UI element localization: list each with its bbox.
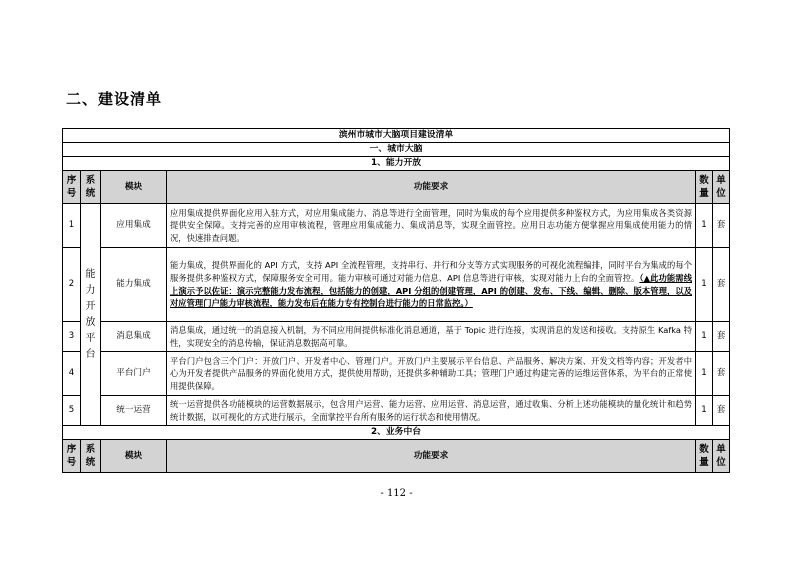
row-no: 5 [63, 396, 81, 426]
header-unit: 单位 [713, 440, 730, 473]
row-unit: 套 [713, 396, 730, 426]
row-no: 3 [63, 322, 81, 352]
section-heading: 二、建设清单 [66, 90, 163, 108]
table-header-row [63, 171, 730, 204]
header-module: 模块 [101, 171, 167, 204]
row-requirement [167, 322, 696, 352]
table-subsection-title: 1、能力开放 [63, 157, 730, 171]
header-no: 序号 [63, 440, 81, 473]
header-unit: 单位 [713, 171, 730, 204]
requirement-text: 统一运营提供各功能模块的运营数据展示，包含用户运营、能力运营、应用运营、消息运营，通过收集、分析上述功能模块的量化统计和趋势统计数据，以可视化的方式进行展示，全面掌控平台所有服务的运行状态和使用情况。 [170, 398, 692, 422]
row-requirement [167, 352, 696, 396]
header-no: 序号 [63, 171, 81, 204]
row-unit: 套 [713, 322, 730, 352]
construction-list-table [62, 128, 730, 473]
header-qty: 数量 [696, 440, 713, 473]
row-qty: 1 [696, 248, 713, 322]
header-system: 系统 [81, 171, 101, 204]
row-no: 1 [63, 204, 81, 248]
table-row [63, 352, 730, 396]
header-module: 模块 [101, 440, 167, 473]
row-module: 消息集成 [101, 322, 167, 352]
row-module: 能力集成 [101, 248, 167, 322]
row-unit: 套 [713, 204, 730, 248]
row-unit: 套 [713, 248, 730, 322]
row-module: 平台门户 [101, 352, 167, 396]
row-no: 4 [63, 352, 81, 396]
row-qty: 1 [696, 352, 713, 396]
header-system: 系统 [81, 440, 101, 473]
row-requirement [167, 396, 696, 426]
table-row [63, 396, 730, 426]
requirement-text: 消息集成，通过统一的消息接入机制，为不同应用间提供标准化消息通道，基于 Topic 进行连接，实现消息的发送和接收。支持原生 Kafka 特性，实现安全的消息传输，保证消息数据高可靠。 [170, 324, 692, 348]
requirement-text: 应用集成提供界面化应用入驻方式，对应用集成能力、消息等进行全面管理，同时为集成的每个应用提供多种鉴权方式，为应用集成各类资源提供安全保障。支持完善的应用审核流程，管理应用集成能力、集成消息等，实现全面管控。应用日志功能方便掌握应用集成使用能力的情况，快速排查问题。 [170, 207, 692, 243]
row-module: 应用集成 [101, 204, 167, 248]
requirement-text: 平台门户包含三个门户：开放门户、开发者中心、管理门户。开放门户主要展示平台信息、产品服务、解决方案、开发文档等内容；开发者中心为开发者提供产品服务的界面化使用方式，提供使用帮助，还提供多种辅助工具；管理门户通过构建完善的运维运营体系，为平台的正常使用提供保障。 [170, 355, 692, 391]
requirement-text: 能力集成，提供界面化的 API 方式，支持 API 全流程管理，支持串行、并行和分支等方式实现服务的可视化流程编排，同时平台为集成的每个服务提供多种鉴权方式，保障服务安全可用。能力审核可通过对能力信息、API 信息等进行审核，实现对能力上台的全面管控。 [170, 260, 692, 283]
row-module: 统一运营 [101, 396, 167, 426]
page-number: - 112 - [380, 488, 413, 499]
table-subsection-title: 2、业务中台 [63, 426, 730, 440]
table-header-row [63, 440, 730, 473]
header-qty: 数量 [696, 171, 713, 204]
header-requirement: 功能要求 [167, 440, 696, 473]
row-qty: 1 [696, 396, 713, 426]
table-row [63, 204, 730, 248]
row-requirement [167, 204, 696, 248]
system-name: 能力开放平台 [85, 268, 96, 360]
requirement-note: （▲此功能需线上演示予以佐证：演示完整能力发布流程，包括能力的创建，API 分组的创建管理，API 的创建、发布、下线、编辑、删除、版本管理，以及对应管理门户能力审核流程，能力发布后在能力专有控制台进行能力的日常监控。） [170, 272, 692, 309]
table-row [63, 322, 730, 352]
row-unit: 套 [713, 352, 730, 396]
header-requirement: 功能要求 [167, 171, 696, 204]
table-section-title: 一、城市大脑 [63, 143, 730, 157]
table-title: 滨州市城市大脑项目建设清单 [63, 129, 730, 143]
row-qty: 1 [696, 322, 713, 352]
system-cell [81, 204, 101, 426]
table-row [63, 248, 730, 322]
row-no: 2 [63, 248, 81, 322]
row-requirement [167, 248, 696, 322]
row-qty: 1 [696, 204, 713, 248]
